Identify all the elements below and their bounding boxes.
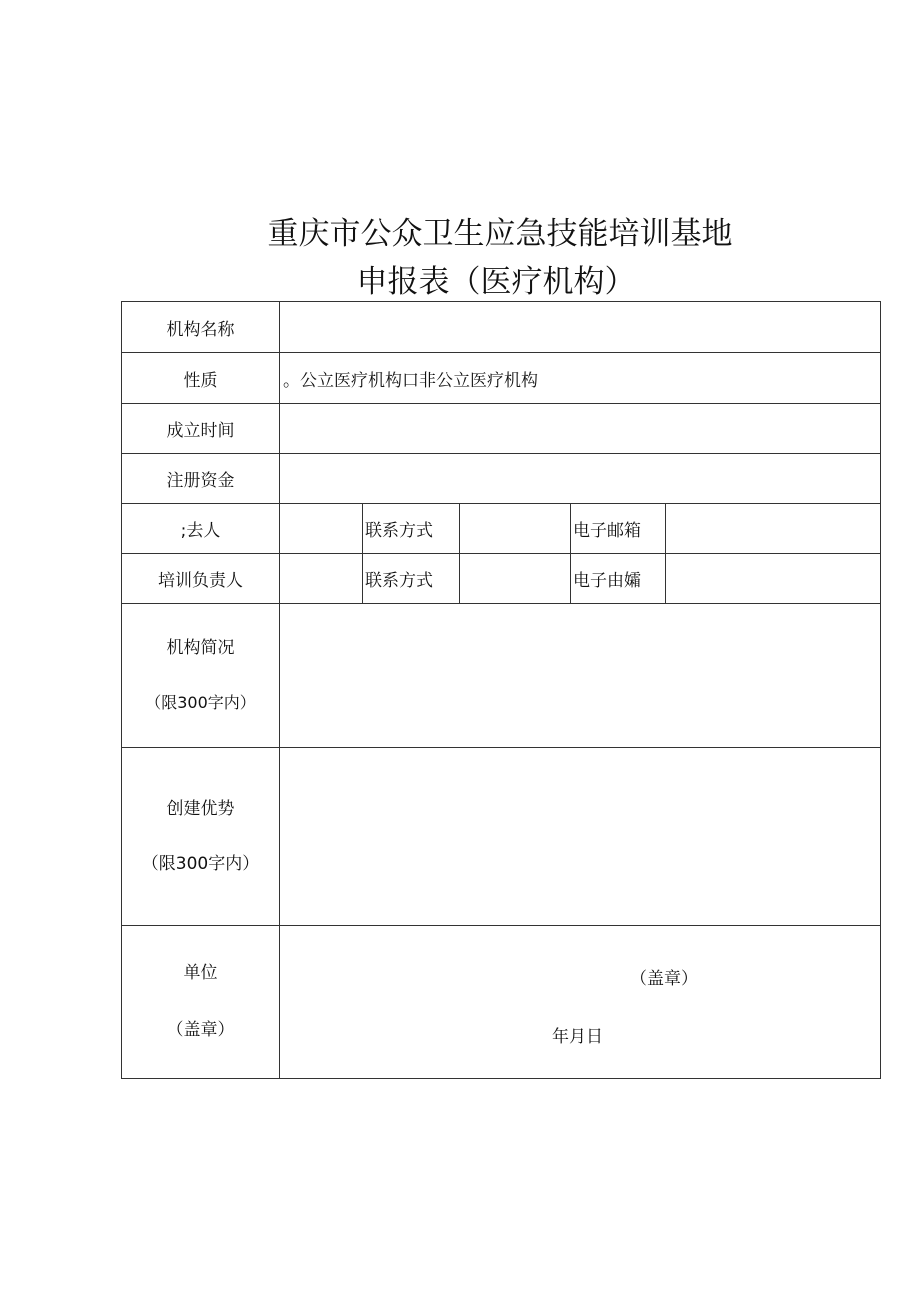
legal-person-contact-label: 联系方式 [363,504,460,554]
overview-field[interactable] [280,604,881,748]
nature-label: 性质 [122,353,280,404]
advantage-field[interactable] [280,748,881,926]
founded-field[interactable] [280,404,881,454]
unit-label: 单位 [183,963,218,983]
row-founded [122,404,881,454]
legal-person-field[interactable] [280,504,363,554]
training-head-contact-label: 联系方式 [363,554,460,604]
overview-label: 机构简况 [166,638,235,658]
row-training-head [122,554,881,604]
org-name-label: 机构名称 [122,302,280,353]
advantage-limit: （限300字内） [141,853,260,874]
date-text: 年月日 [552,1027,603,1047]
application-form-table [121,301,881,1079]
row-legal-person [122,504,881,554]
row-overview [122,604,881,748]
advantage-label-cell [122,748,280,926]
row-org-name [122,302,881,353]
legal-person-contact-field[interactable] [460,504,571,554]
legal-person-label: ;去人 [122,504,280,554]
row-nature [122,353,881,404]
training-head-contact-field[interactable] [460,554,571,604]
form-title-line-2: 申报表（医疗机构） [356,264,636,300]
training-head-field[interactable] [280,554,363,604]
seal-text: （盖章） [630,969,698,989]
capital-field[interactable] [280,454,881,504]
nature-options[interactable]: 。公立医疗机构口非公立医疗机构 [280,353,881,404]
form-title-line-1: 重庆市公众卫生应急技能培训基地 [267,216,733,252]
unit-label-cell [122,926,280,1079]
org-name-field[interactable] [280,302,881,353]
row-advantage [122,748,881,926]
seal-area[interactable] [280,926,881,1079]
unit-seal-label: （盖章） [166,1020,235,1040]
overview-label-cell [122,604,280,748]
training-head-email-field[interactable] [666,554,881,604]
advantage-label: 创建优势 [166,798,235,819]
training-head-email-label: 电子由孀 [571,554,666,604]
capital-label: 注册资金 [122,454,280,504]
overview-limit: （限300字内） [145,693,256,712]
row-capital [122,454,881,504]
training-head-label: 培训负责人 [122,554,280,604]
row-unit-seal [122,926,881,1079]
legal-person-email-label: 电子邮箱 [571,504,666,554]
founded-label: 成立时间 [122,404,280,454]
legal-person-email-field[interactable] [666,504,881,554]
